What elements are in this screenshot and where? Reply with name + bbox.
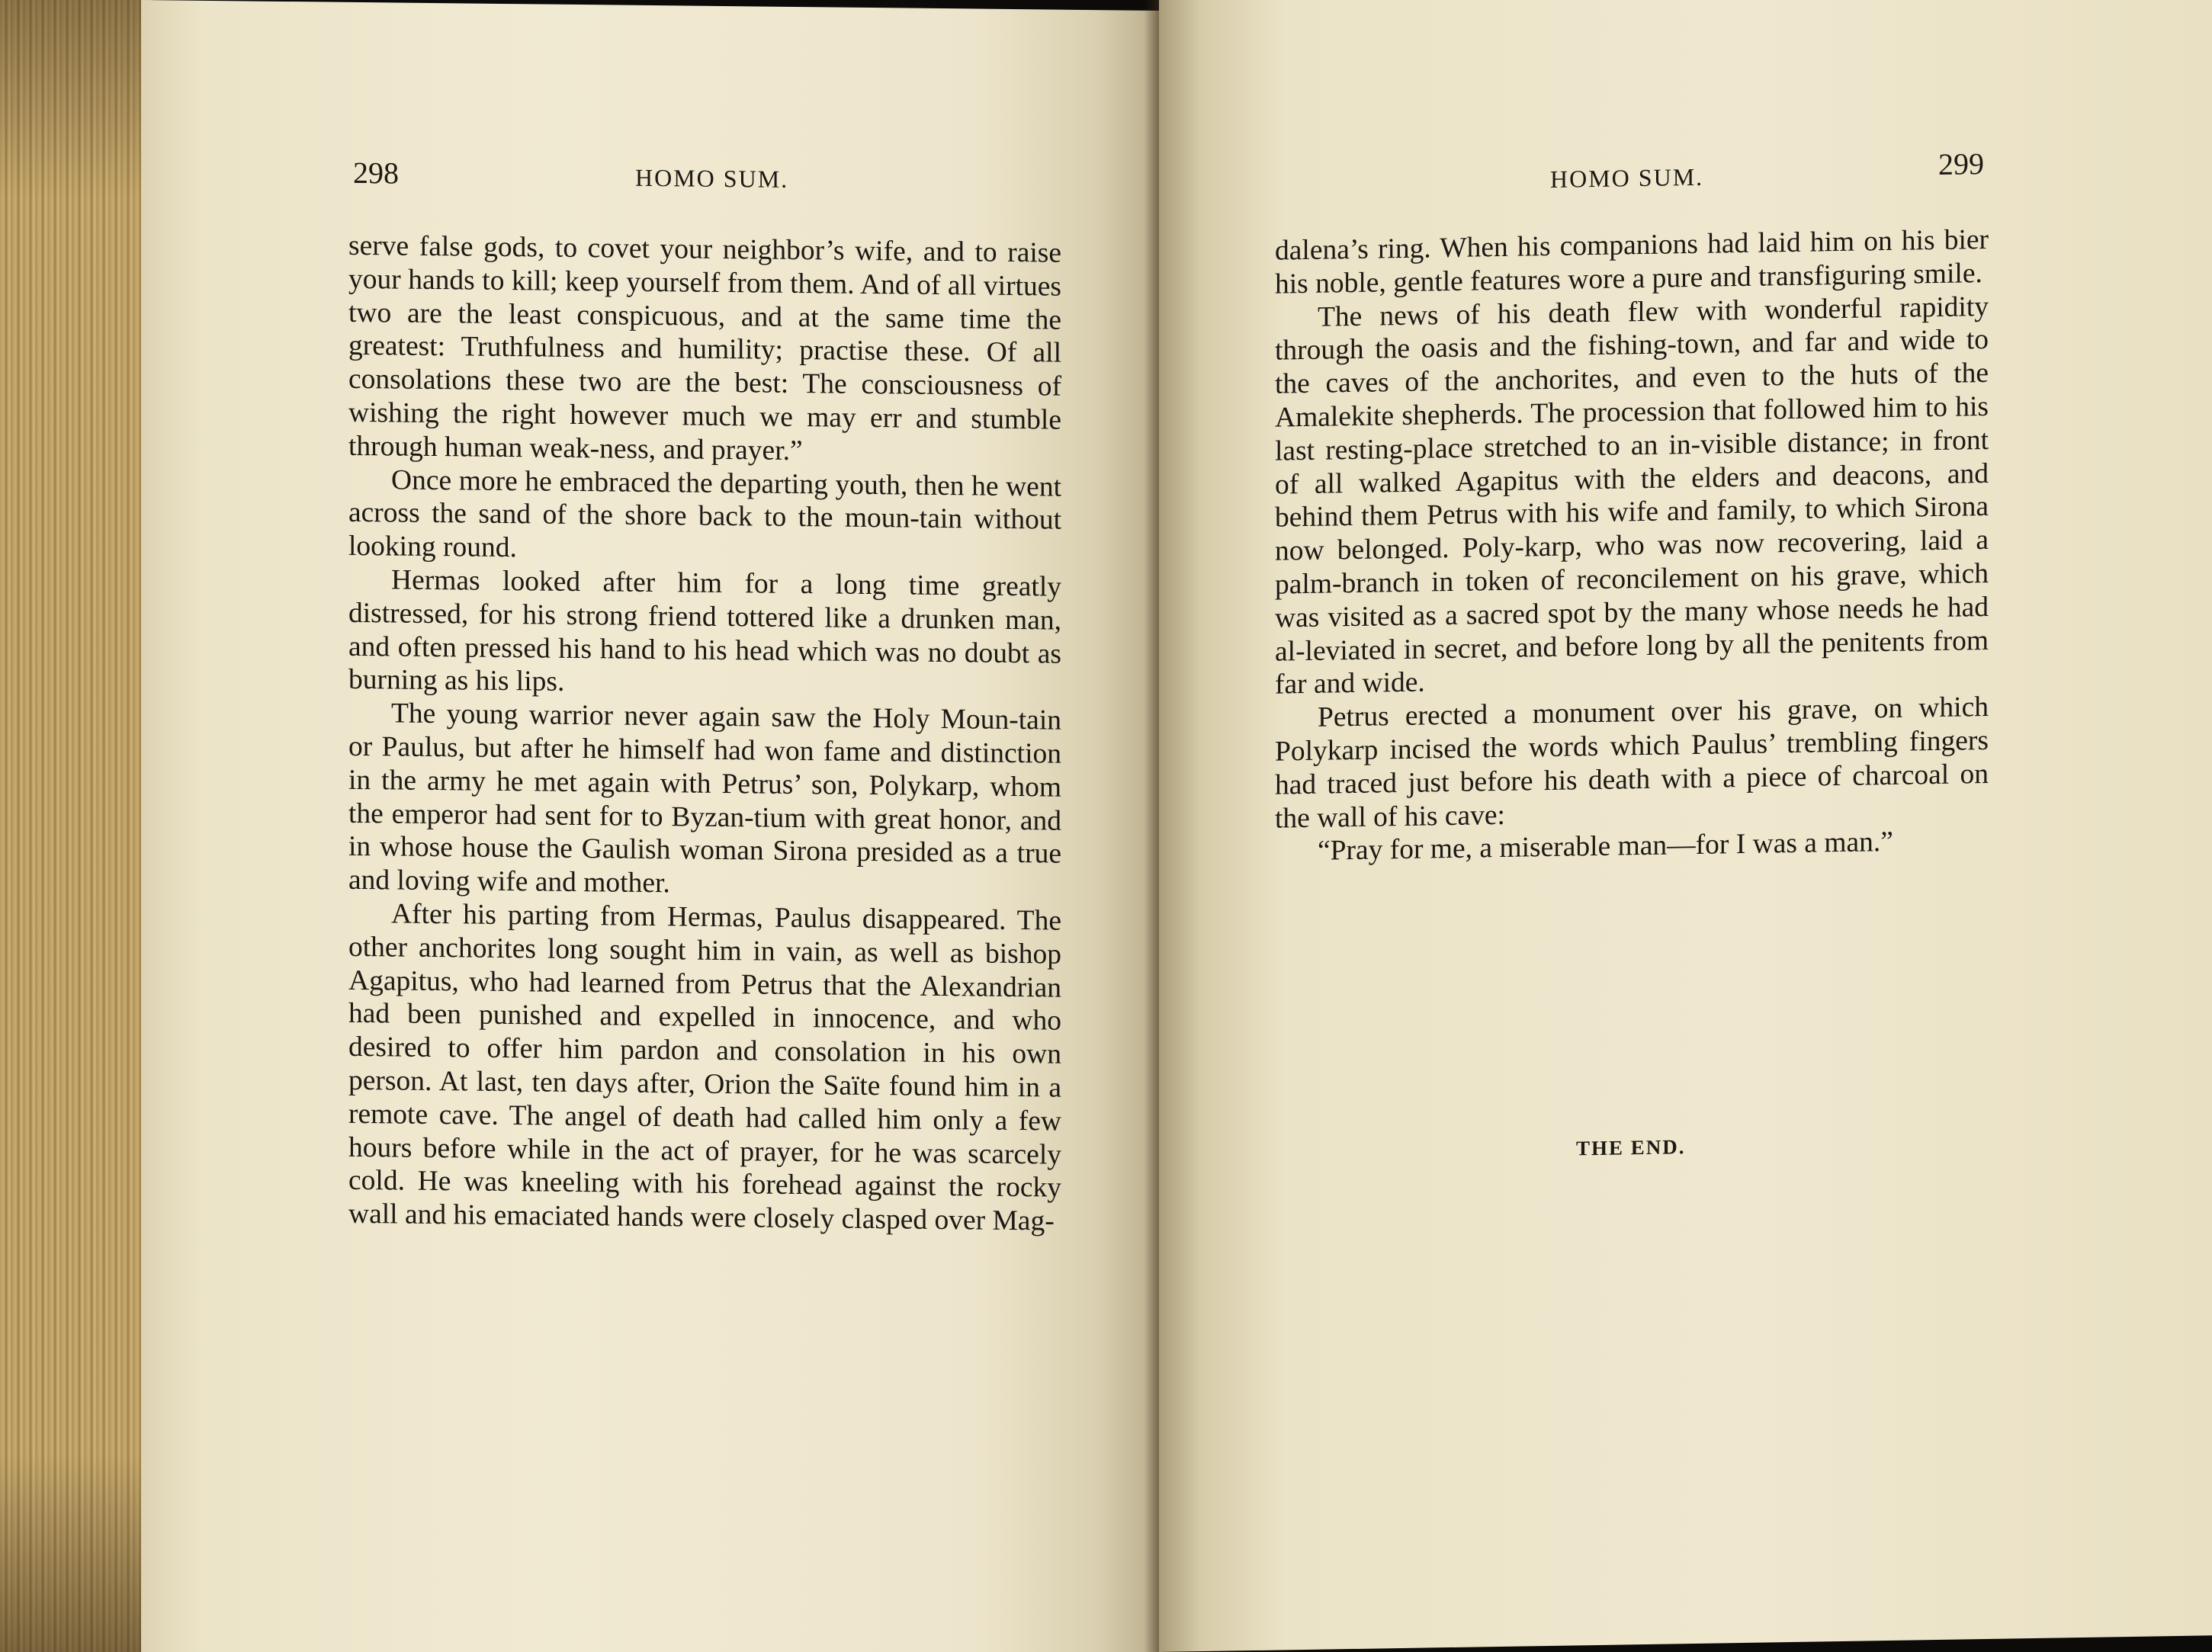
page-edges-shadow	[0, 0, 152, 1652]
left-paragraph-1: serve false gods, to covet your neighbor’s wife, and to raise your hands to kill; keep yourself from them. And of all virtues two are the least conspicuous, and at the same time the greatest: Truthfulness and humility; practise these. Of all consolations these two are the best: The consciousness of wishing the right however much we may err and stumble through human weak-ness, and prayer.”	[348, 229, 1061, 467]
left-running-head: HOMO SUM.	[635, 163, 789, 193]
right-running-head: HOMO SUM.	[1550, 162, 1704, 193]
right-page-body	[1275, 223, 1989, 869]
left-paragraph-5: After his parting from Hermas, Paulus disappeared. The other anchorites long sought him in vain, as well as bishop Agapitus, who had learned from Petrus that the Alexandrian had been punished and expelled in innocence, and who desired to offer him pardon and consolation in his own person. At last, ten days after, Orion the Saïte found him in a remote cave. The angel of death had called him only a few hours before while in the act of prayer, for he was scarcely cold. He was kneeling with his forehead against the rocky wall and his emaciated hands were closely clasped over Mag-	[348, 898, 1061, 1237]
left-paragraph-4: The young warrior never again saw the Holy Moun-tain or Paulus, but after he himself had won fame and distinction in the army he met again with Petrus’ son, Polykarp, whom the emperor had sent for to Byzan-tium with great honor, and in whose house the Gaulish woman Sirona presided as a true and loving wife and mother.	[348, 698, 1061, 900]
left-page-body	[348, 229, 1061, 1239]
right-page-number: 299	[1938, 146, 1984, 181]
right-paragraph-2: The news of his death flew with wonderful rapidity through the oasis and the fishing-town, and far and wide to the caves of the anchorites, and even to the huts of the Amalekite shepherds. The procession that followed him to his last resting-place stretched to an in-visible distance; in front of all walked Agapitus with the elders and deacons, and behind them Petrus with his wife and family, to which Sirona now belonged. Poly-karp, who was now recovering, laid a palm-branch in token of reconcilement on his grave, which was visited as a sacred spot by the many whose needs he had al-leviated in secret, and before long by all the penitents from far and wide.	[1275, 290, 1989, 701]
right-page	[1159, 0, 2212, 1652]
left-page-number: 298	[353, 155, 399, 191]
right-paragraph-1: dalena’s ring. When his companions had laid him on his bier his noble, gentle features wore a pure and transfiguring smile.	[1275, 223, 1989, 300]
left-paragraph-2: Once more he embraced the departing youth, then he went across the sand of the shore back to the moun-tain without looking round.	[348, 464, 1061, 564]
end-mark: THE END.	[1576, 1135, 1686, 1160]
right-paragraph-4: “Pray for me, a miserable man—for I was a man.”	[1318, 826, 1893, 868]
left-paragraph-3: Hermas looked after him for a long time greatly distressed, for his strong friend tottered like a drunken man, and often pressed his hand to his head which was no doubt as burning as his lips.	[348, 564, 1061, 698]
right-paragraph-3: Petrus erected a monument over his grave, on which Polykarp incised the words which Paulus’ trembling fingers had traced just before his death with a piece of charcoal on the wall of his cave:	[1275, 691, 1989, 835]
left-page	[141, 0, 1159, 1652]
